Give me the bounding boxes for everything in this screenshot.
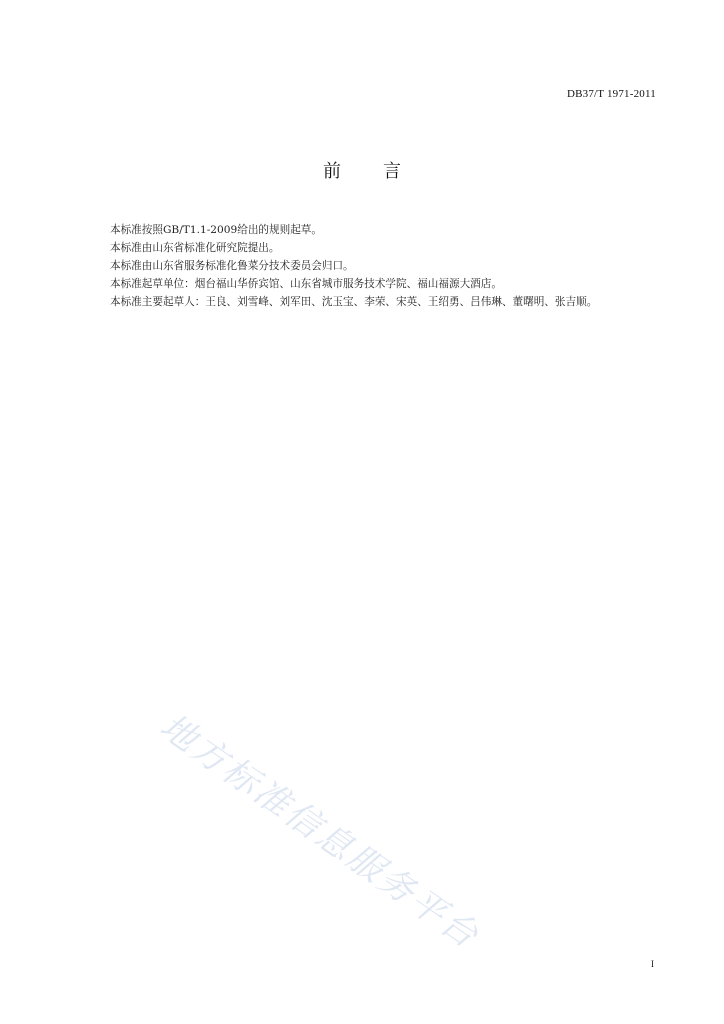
foreword-body bbox=[88, 221, 656, 311]
title-part-2: 言 bbox=[383, 161, 401, 182]
paragraph-drafting-units: 本标准起草单位：烟台福山华侨宾馆、山东省城市服务技术学院、福山福源大酒店。 bbox=[110, 278, 502, 290]
page-title bbox=[0, 157, 724, 183]
paragraph-drafting-rules: 本标准按照GB/T1.1-2009给出的规则起草。 bbox=[110, 224, 322, 236]
paragraph-centralized-unit: 本标准由山东省服务标准化鲁菜分技术委员会归口。 bbox=[110, 260, 354, 272]
watermark: 地方标准信息服务平台 bbox=[152, 706, 487, 958]
title-part-1: 前 bbox=[323, 161, 341, 182]
document-code: DB37/T 1971-2011 bbox=[566, 88, 656, 100]
paragraph-drafters: 本标准主要起草人：王良、刘雪峰、刘军田、沈玉宝、李荣、宋英、王绍勇、吕伟琳、董曙明、张吉顺。 bbox=[110, 296, 598, 308]
paragraph-proposer: 本标准由山东省标准化研究院提出。 bbox=[110, 242, 280, 254]
page-number: I bbox=[651, 959, 654, 969]
